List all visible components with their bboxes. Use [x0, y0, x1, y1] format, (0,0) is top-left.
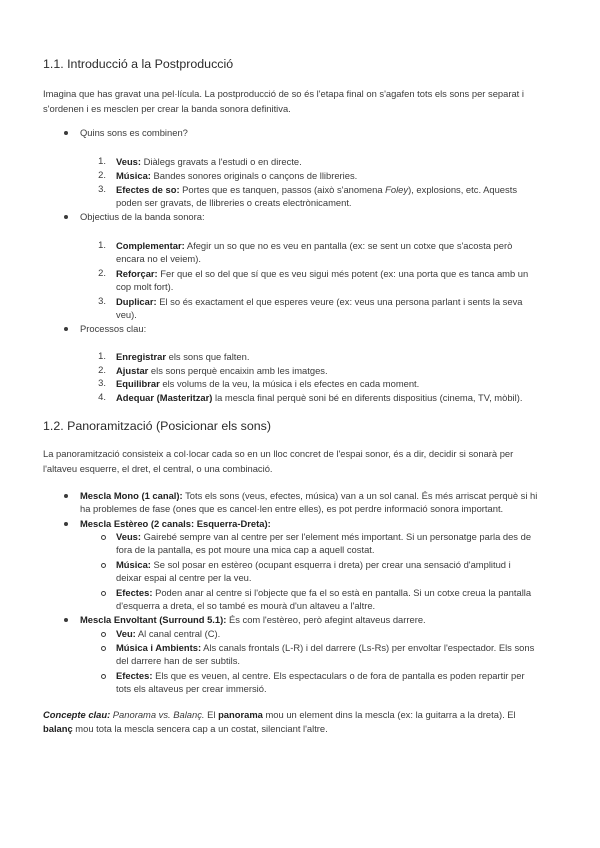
item-text: Fer que el so del que sí que es veu sigui més potent (ex: una porta que es tanca amb un — [157, 268, 529, 279]
item-number: 1. — [98, 350, 106, 361]
list-item-complementar-line2: encara no el veiem). — [116, 253, 201, 264]
section-2-intro-line2: l'altaveu esquerre, el dret, el central, o una combinació. — [43, 463, 273, 474]
sub-bullet-circle — [101, 632, 106, 637]
section-2-intro-line1: La panoramització consisteix a col·locar cada so en un lloc concret de l'espai sonor, és a dir, decidir si sonarà per — [43, 448, 514, 459]
section-1-title: 1.1. Introducció a la Postproducció — [43, 57, 234, 71]
bullet-mescla-mono-line2: ha problemes de fase (ones que es cancel·len entre elles), es pot perdre informació sonora important. — [80, 503, 504, 514]
item-text: El so és exactament el que esperes veure (ex: veus una persona parlant i sents la seva — [156, 296, 523, 307]
concept-term-balanc: balanç — [43, 723, 73, 734]
item-text: Als canals frontals (L-R) i del darrere (Ls-Rs) per envoltar l'espectador. Els sons — [201, 642, 535, 653]
concept-line2 — [43, 721, 328, 737]
item-number: 2. — [98, 364, 106, 375]
sub-item-efectes — [116, 586, 531, 600]
item-number: 2. — [98, 267, 106, 278]
item-number: 1. — [98, 155, 106, 166]
sub-item-musica — [116, 558, 511, 572]
item-number: 1. — [98, 239, 106, 250]
item-text: Els que es veuen, al centre. Els espectaculars o de fora de pantalla es poden repartir per — [152, 670, 525, 681]
item-text: Diàlegs gravats a l'estudi o en directe. — [141, 156, 302, 167]
item-label: Ajustar — [116, 365, 149, 376]
item-text: Afegir un so que no es veu en pantalla (ex: se sent un cotxe que s'acosta però — [184, 240, 513, 251]
concept-text: mou tota la mescla sencera cap a un costat, silenciant l'altre. — [72, 723, 328, 734]
bullet-mescla-envoltant — [80, 613, 426, 627]
concept-label: Concepte clau: — [43, 709, 111, 720]
sub-item-musica-ambients-line2: del darrere han de ser subtils. — [116, 655, 241, 666]
item-label: Efectes: — [116, 587, 153, 598]
item-label: Veu: — [116, 628, 136, 639]
sub-item-efectes-line2: d'esquerra a dreta, el so també es mourà d'un altaveu a l'altre. — [116, 600, 376, 611]
item-text: la mescla final perquè soni bé en diferents dispositius (cinema, TV, mòbil). — [212, 392, 523, 403]
item-text: Portes que es tanquen, passos (això s'anomena — [179, 184, 386, 195]
item-text: Bandes sonores originals o cançons de llibreries. — [150, 170, 358, 181]
list-item-equilibrar — [116, 377, 419, 391]
list-item-musica — [116, 169, 357, 183]
item-text: els volums de la veu, la música i els efectes en cada moment. — [159, 378, 420, 389]
item-text: Gairebé sempre van al centre per ser l'element més important. Si un personatge parla des de — [141, 531, 532, 542]
sub-bullet-circle — [101, 563, 106, 568]
item-text: els sons que falten. — [166, 351, 250, 362]
item-number: 2. — [98, 169, 106, 180]
list-item-efectes-line2: poden ser gravats, de llibreries o creats electrònicament. — [116, 197, 352, 208]
bullet-sons: Quins sons es combinen? — [80, 127, 188, 138]
item-label: Efectes: — [116, 670, 153, 681]
item-label: Música: — [116, 559, 151, 570]
item-emphasis: Foley — [385, 184, 409, 195]
sub-bullet-circle — [101, 591, 106, 596]
bullet-dot — [64, 522, 68, 526]
item-label: Veus: — [116, 531, 142, 542]
concept-emphasis: Panorama vs. Balanç. — [110, 709, 205, 720]
item-text: Se sol posar en estèreo (ocupant esquerra i dreta) per crear una sensació d'amplitud i — [150, 559, 511, 570]
item-number: 3. — [98, 183, 106, 194]
sub-item-musica-line2: deixar espai al centre per la veu. — [116, 572, 252, 583]
list-item-enregistrar — [116, 350, 249, 364]
list-item-reforcar-line2: cop molt fort). — [116, 281, 174, 292]
sub-item-veu — [116, 627, 220, 641]
bullet-dot — [64, 215, 68, 219]
sub-bullet-circle — [101, 674, 106, 679]
item-label: Mescla Mono (1 canal): — [80, 490, 183, 501]
item-text: els sons perquè encaixin amb les imatges. — [148, 365, 328, 376]
sub-item-veus-line2: fora de la pantalla, es pot moure una mica cap a aquell costat. — [116, 544, 375, 555]
list-item-adequar — [116, 391, 522, 405]
item-label: Reforçar: — [116, 268, 158, 279]
list-item-duplicar-line2: veu). — [116, 309, 137, 320]
sub-item-efectes-surround — [116, 669, 525, 683]
sub-bullet-circle — [101, 535, 106, 540]
item-text: Tots els sons (veus, efectes, música) van a un sol canal. És més arriscat perquè si hi — [182, 490, 538, 501]
concept-text: El — [204, 709, 219, 720]
item-label: Mescla Envoltant (Surround 5.1): — [80, 614, 227, 625]
concept-text: mou un element dins la mescla (ex: la guitarra a la dreta). El — [262, 709, 516, 720]
bullet-dot — [64, 494, 68, 498]
sub-bullet-circle — [101, 646, 106, 651]
item-label: Música: — [116, 170, 151, 181]
item-label: Efectes de so: — [116, 184, 180, 195]
list-item-duplicar — [116, 295, 522, 309]
list-item-efectes — [116, 183, 517, 197]
bullet-dot — [64, 327, 68, 331]
bullet-mescla-estereo: Mescla Estèreo (2 canals: Esquerra-Dreta): — [80, 518, 271, 529]
bullet-dot — [64, 618, 68, 622]
list-item-reforcar — [116, 267, 528, 281]
item-label: Equilibrar — [116, 378, 160, 389]
item-number: 4. — [98, 391, 106, 402]
item-text: Poden anar al centre si l'objecte que fa el so està en pantalla. Si un cotxe creua la pantalla — [152, 587, 532, 598]
list-item-veus — [116, 155, 302, 169]
item-number: 3. — [98, 295, 106, 306]
section-2-title: 1.2. Panoramització (Posicionar els sons) — [43, 419, 271, 433]
bullet-mescla-mono — [80, 489, 537, 503]
item-number: 3. — [98, 377, 106, 388]
item-label: Duplicar: — [116, 296, 157, 307]
list-item-ajustar — [116, 364, 328, 378]
bullet-objectius: Objectius de la banda sonora: — [80, 211, 205, 222]
item-text: ), explosions, etc. Aquests — [408, 184, 518, 195]
item-label: Complementar: — [116, 240, 185, 251]
item-label: Música i Ambients: — [116, 642, 202, 653]
sub-item-veus — [116, 530, 531, 544]
concept-term-panorama: panorama — [218, 709, 263, 720]
list-item-complementar — [116, 239, 512, 253]
bullet-dot — [64, 131, 68, 135]
bullet-processos: Processos clau: — [80, 323, 147, 334]
section-1-intro-line1: Imagina que has gravat una pel·lícula. La postproducció de so és l'etapa final on s'agafen tots els sons per separat i — [43, 88, 524, 99]
sub-item-musica-ambients — [116, 641, 534, 655]
item-label: Veus: — [116, 156, 142, 167]
sub-item-efectes-surround-line2: tots els altaveus per crear immersió. — [116, 683, 267, 694]
item-text: És com l'estèreo, però afegint altaveus darrere. — [226, 614, 426, 625]
item-label: Adequar (Masteritzar) — [116, 392, 213, 403]
item-label: Enregistrar — [116, 351, 167, 362]
item-text: Al canal central (C). — [135, 628, 221, 639]
section-1-intro-line2: s'ordenen i es mesclen per crear la banda sonora definitiva. — [43, 103, 291, 114]
